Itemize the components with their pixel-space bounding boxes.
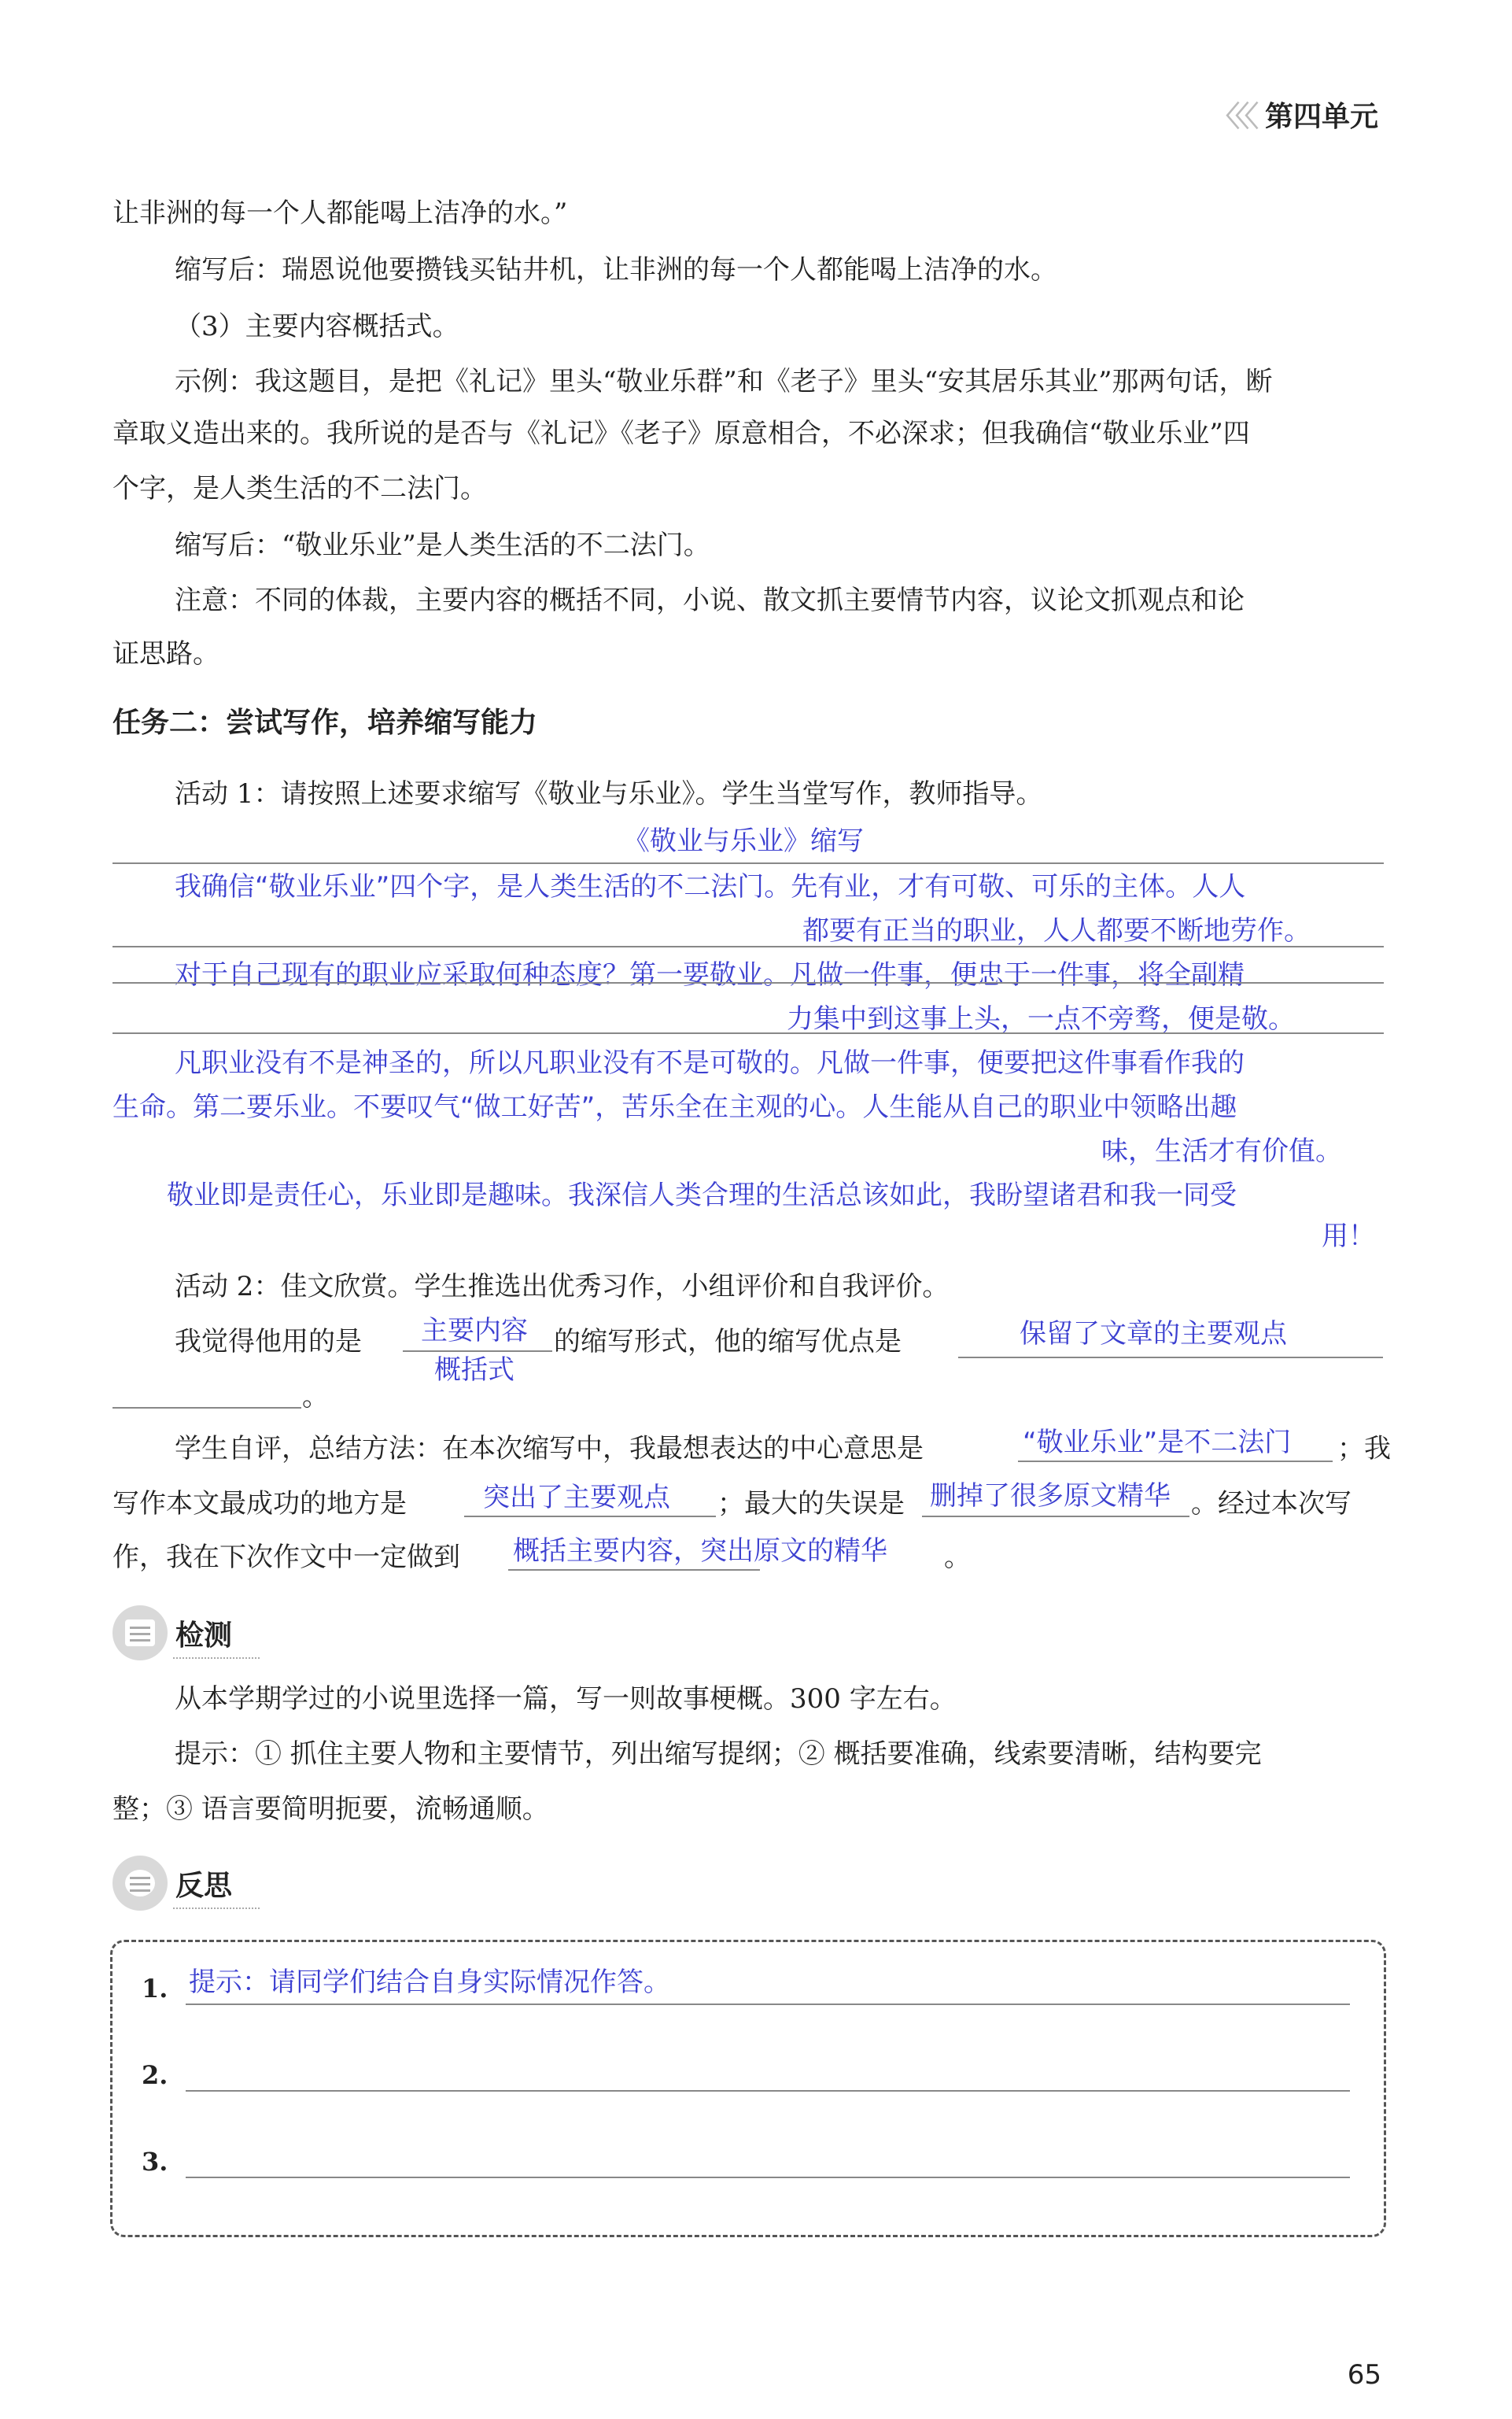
unit-title: 第四单元 — [1264, 101, 1378, 133]
writing-line — [112, 982, 1384, 984]
writing-line[interactable] — [186, 2004, 1350, 2005]
writing-line[interactable] — [186, 2177, 1350, 2178]
text-line: 。 — [944, 1542, 971, 1573]
chevron-left-icon: 〈〈〈 — [1211, 101, 1254, 133]
answer-blank — [464, 1516, 716, 1517]
essay-line: 对于自己现有的职业应采取何种态度？第一要敬业。凡做一件事，便忠于一件事，将全副精 — [175, 959, 1245, 991]
essay-line: 凡职业没有不是神圣的，所以凡职业没有不是可敬的。凡做一件事，便要把这件事看作我的 — [175, 1047, 1245, 1079]
essay-line: 敬业即是责任心，乐业即是趣味。我深信人类合理的生活总该如此，我盼望诸君和我一同受 — [167, 1180, 1237, 1211]
reflect-section-header — [112, 1856, 232, 1911]
answer-blank — [1018, 1461, 1333, 1462]
task-title: 任务二：尝试写作，培养缩写能力 — [112, 707, 538, 739]
writing-line — [112, 862, 1384, 864]
answer-form-1: 主要内容 — [421, 1315, 528, 1346]
answer-success: 突出了主要观点 — [483, 1482, 670, 1513]
document-icon — [112, 1605, 168, 1660]
text-line: 。 — [302, 1381, 329, 1413]
text-line: 证思路。 — [112, 638, 219, 670]
page-number: 65 — [1347, 2359, 1381, 2391]
essay-line: 用！ — [1322, 1221, 1375, 1252]
text-line: ；最大的失误是 — [717, 1488, 905, 1520]
reflect-number: 2. — [142, 2060, 168, 2090]
text-line: 章取义造出来的。我所说的是否与《礼记》《老子》原意相合，不必深求；但我确信“敬业乐业”四 — [112, 418, 1250, 449]
answer-next: 概括主要内容，突出原文的精华 — [513, 1535, 887, 1567]
text-line: 写作本文最成功的地方是 — [112, 1488, 407, 1520]
test-section-header — [112, 1605, 232, 1660]
activity-1: 活动 1：请按照上述要求缩写《敬业与乐业》。学生当堂写作，教师指导。 — [175, 778, 1043, 810]
answer-form-2: 概括式 — [434, 1354, 514, 1386]
essay-line: 我确信“敬业乐业”四个字，是人类生活的不二法门。先有业，才有可敬、可乐的主体。人人 — [175, 871, 1246, 903]
text-line: 示例：我这题目，是把《礼记》里头“敬业乐群”和《老子》里头“安其居乐其业”那两句话，断 — [175, 366, 1273, 397]
unit-header — [1211, 94, 1378, 135]
answer-advantage: 保留了文章的主要观点 — [1020, 1318, 1287, 1350]
text-line: 。经过本次写 — [1191, 1488, 1352, 1520]
text-line: 的缩写形式，他的缩写优点是 — [554, 1326, 902, 1357]
reflect-answer: 提示：请同学们结合自身实际情况作答。 — [189, 1967, 670, 1998]
reflect-number: 1. — [142, 1974, 168, 2004]
divider — [173, 1908, 260, 1909]
text-line: 作，我在下次作文中一定做到 — [112, 1542, 460, 1573]
answer-fail: 删掉了很多原文精华 — [930, 1480, 1171, 1512]
divider — [173, 1657, 260, 1659]
activity-2: 活动 2：佳文欣赏。学生推选出优秀习作，小组评价和自我评价。 — [175, 1271, 950, 1302]
essay-line: 生命。第二要乐业。不要叹气“做工好苦”，苦乐全在主观的心。人生能从自己的职业中领略出趣 — [112, 1091, 1237, 1123]
reflect-number: 3. — [142, 2147, 168, 2177]
essay-line: 力集中到这事上头，一点不旁骛，便是敬。 — [787, 1003, 1295, 1035]
text-line: 学生自评，总结方法：在本次缩写中，我最想表达的中心意思是 — [175, 1433, 924, 1464]
writing-line[interactable] — [186, 2090, 1350, 2092]
test-hint: 提示：① 抓住主要人物和主要情节，列出缩写提纲；② 概括要准确，线索要清晰，结构要完 — [175, 1738, 1262, 1770]
text-line: 我觉得他用的是 — [175, 1326, 362, 1357]
writing-line — [112, 946, 1384, 947]
test-instruction: 从本学期学过的小说里选择一篇，写一则故事梗概。300 字左右。 — [175, 1683, 957, 1715]
text-line: 缩写后：“敬业乐业”是人类生活的不二法门。 — [175, 530, 710, 561]
writing-line — [112, 1032, 1384, 1034]
text-line: 让非洲的每一个人都能喝上洁净的水。” — [112, 198, 568, 229]
answer-blank — [922, 1516, 1189, 1517]
text-line: 个字，是人类生活的不二法门。 — [112, 473, 487, 504]
essay-line: 味，生活才有价值。 — [1101, 1136, 1342, 1167]
reflect-icon — [112, 1856, 168, 1911]
answer-blank — [508, 1569, 760, 1571]
text-line: 注意：不同的体裁，主要内容的概括不同，小说、散文抓主要情节内容，议论文抓观点和论 — [175, 585, 1245, 616]
text-line: ；我 — [1337, 1433, 1391, 1464]
answer-blank — [958, 1357, 1383, 1358]
essay-title: 《敬业与乐业》缩写 — [623, 825, 864, 857]
reflect-title: 反思 — [175, 1869, 233, 1902]
answer-blank — [112, 1407, 301, 1409]
test-title: 检测 — [175, 1619, 233, 1652]
text-line: 缩写后：瑞恩说他要攒钱买钻井机，让非洲的每一个人都能喝上洁净的水。 — [175, 254, 1057, 286]
answer-center: “敬业乐业”是不二法门 — [1023, 1427, 1292, 1458]
text-line: （3）主要内容概括式。 — [175, 311, 459, 342]
test-hint: 整；③ 语言要简明扼要，流畅通顺。 — [112, 1793, 549, 1825]
essay-line: 都要有正当的职业，人人都要不断地劳作。 — [802, 915, 1311, 947]
